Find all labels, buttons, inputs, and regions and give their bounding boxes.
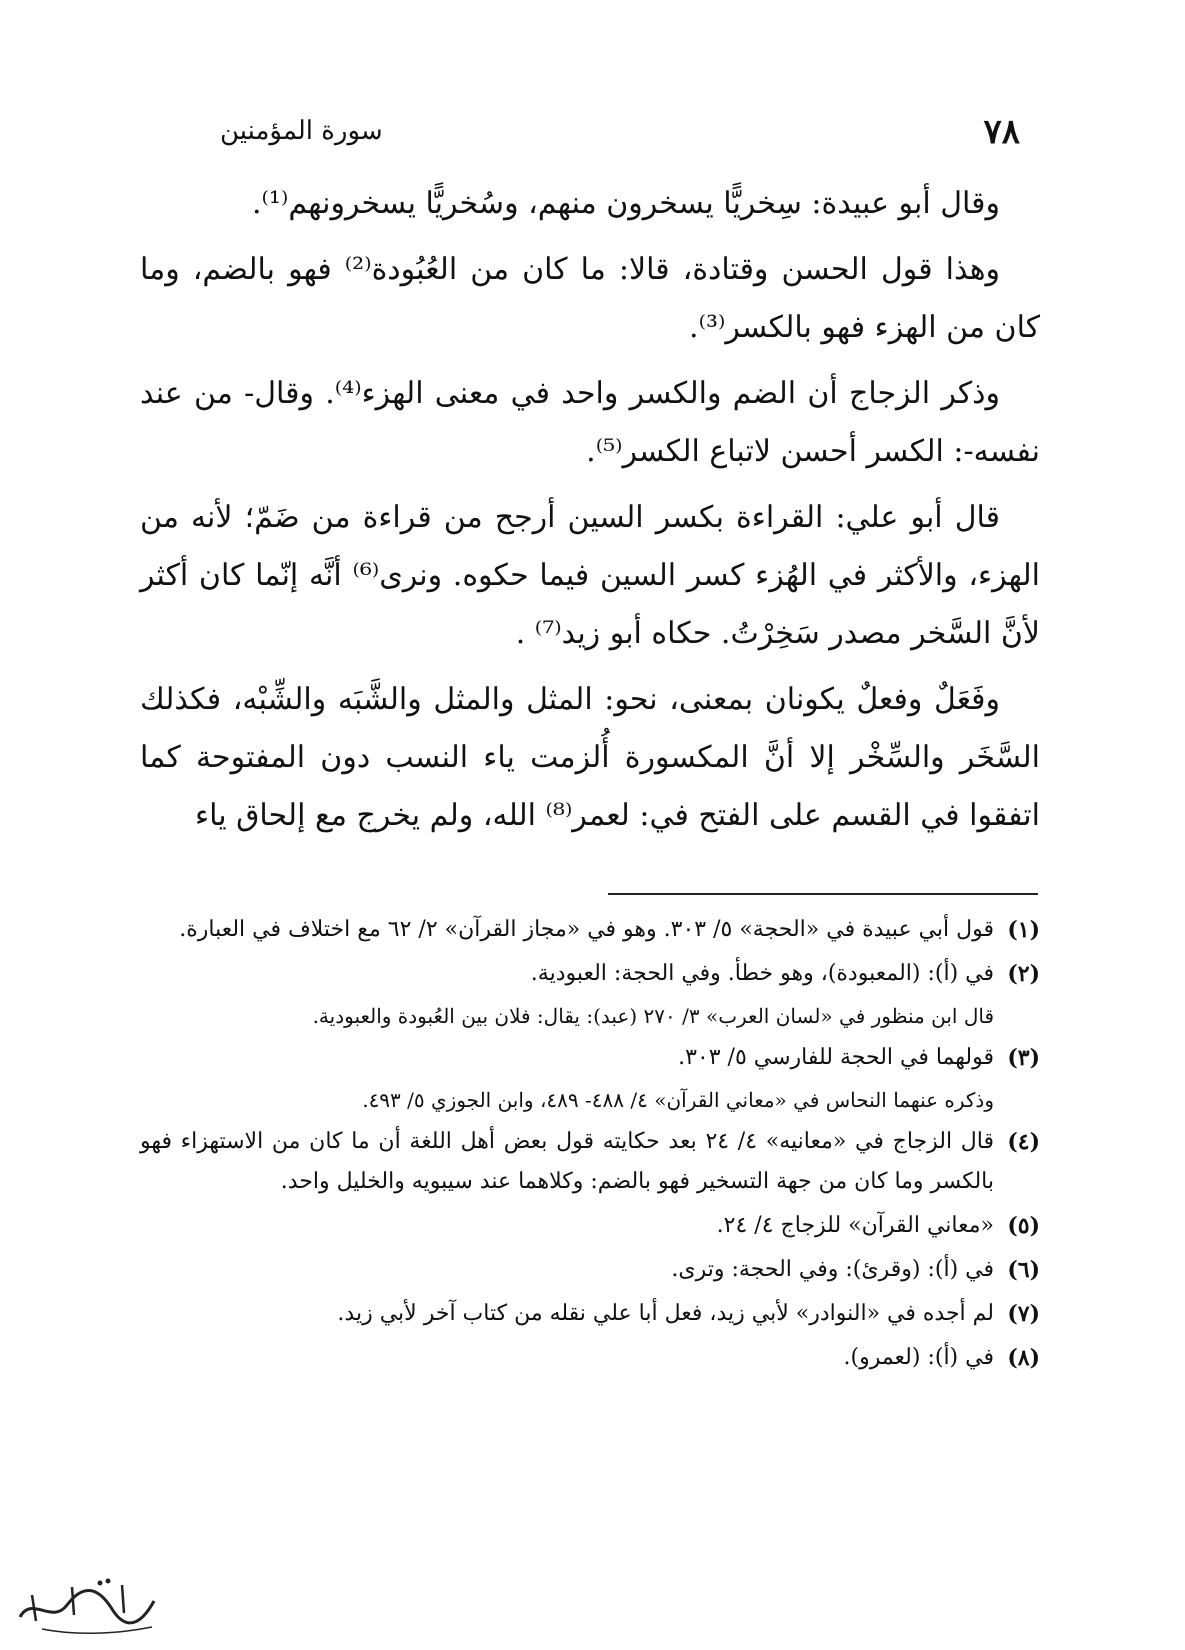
footnote <box>140 1038 1040 1078</box>
footnote-text: في (أ): (وقرئ): وفي الحجة: وترى. <box>671 1257 994 1282</box>
footnote-text: في (أ): (لعمرو). <box>843 1345 994 1370</box>
footnote-continuation: وذكره عنهما النحاس في «معاني القرآن» ٤/ ٤٨٨- ٤٨٩، وابن الجوزي ٥/ ٤٩٣. <box>362 1088 994 1112</box>
footnote-divider <box>608 893 1038 895</box>
paragraph: وهذا قول الحسن وقتادة، قالا: ما كان من العُبُودة⁽²⁾ فهو بالضم، وما كان من الهزء فهو بالكسر⁽³⁾. <box>140 252 1040 345</box>
page-header <box>140 112 1040 162</box>
footnote-continuation: قال ابن منظور في «لسان العرب» ٣/ ٢٧٠ (عبد): يقال: فلان بين العُبودة والعبودية. <box>312 1004 994 1028</box>
footnote-number: (٤) <box>1007 1129 1040 1155</box>
footnote-number: (٣) <box>1007 1045 1040 1071</box>
footnote <box>140 1338 1040 1378</box>
footnotes <box>140 910 1040 1382</box>
paragraph: وفَعَلٌ وفعلٌ يكونان بمعنى، نحو: المثل والمثل والشَّبَه والشِّبْه، فكذلك السَّخَر والسِّخْر إلا أنَّ المكسورة أُلزمت ياء النسب دون المفتوحة كما اتفقوا في القسم على الفتح في: لعمر⁽⁸⁾ الله، ولم يخرج مع إلحاق ياء <box>140 682 1040 833</box>
footnote <box>140 1122 1040 1202</box>
footnote <box>140 954 1040 994</box>
surah-title: سورة المؤمنين <box>220 116 383 146</box>
footnote <box>140 1250 1040 1290</box>
paragraph: وذكر الزجاج أن الضم والكسر واحد في معنى الهزء⁽⁴⁾. وقال- من عند نفسه-: الكسر أحسن لاتباع الكسر⁽⁵⁾. <box>140 376 1040 469</box>
main-text <box>140 175 1040 853</box>
footnote <box>140 1206 1040 1246</box>
footnote-number: (٧) <box>1007 1301 1040 1327</box>
footnote-number: (٨) <box>1007 1345 1040 1371</box>
footnote <box>140 1294 1040 1334</box>
footnote-number: (٢) <box>1007 961 1040 987</box>
watermark-logo <box>12 1565 162 1640</box>
footnote-text: في (أ): (المعبودة)، وهو خطأ. وفي الحجة: العبودية. <box>530 961 994 986</box>
footnote-text: قال الزجاج في «معانيه» ٤/ ٢٤ بعد حكايته قول بعض أهل اللغة أن ما كان من الاستهزاء فهو بالكسر وما كان من جهة التسخير فهو بالضم: وكلاهما عند سيبويه والخليل واحد. <box>140 1129 995 1194</box>
footnote-text: قولهما في الحجة للفارسي ٥/ ٣٠٣. <box>678 1045 994 1070</box>
paragraph: وقال أبو عبيدة: سِخريًّا يسخرون منهم، وسُخريًّا يسخرونهم⁽¹⁾. <box>252 186 1000 221</box>
footnote-text: «معاني القرآن» للزجاج ٤/ ٢٤. <box>716 1213 994 1238</box>
footnote-text: قول أبي عبيدة في «الحجة» ٥/ ٣٠٣. وهو في «مجاز القرآن» ٢/ ٦٢ مع اختلاف في العبارة. <box>179 917 994 942</box>
page-number: ٧٨ <box>983 112 1020 152</box>
footnote-number: (١) <box>1007 917 1040 943</box>
footnote <box>140 910 1040 950</box>
footnote-number: (٥) <box>1007 1213 1040 1239</box>
footnote-number: (٦) <box>1007 1257 1040 1283</box>
footnote-text: لم أجده في «النوادر» لأبي زيد، فعل أبا علي نقله من كتاب آخر لأبي زيد. <box>337 1301 994 1326</box>
paragraph: قال أبو علي: القراءة بكسر السين أرجح من قراءة من ضَمّ؛ لأنه من الهزء، والأكثر في الهُزء كسر السين فيما حكوه. ونرى⁽⁶⁾ أنَّه إنّما كان أكثر لأنَّ السَّخر مصدر سَخِرْتُ. حكاه أبو زيد⁽⁷⁾ . <box>140 500 1040 651</box>
